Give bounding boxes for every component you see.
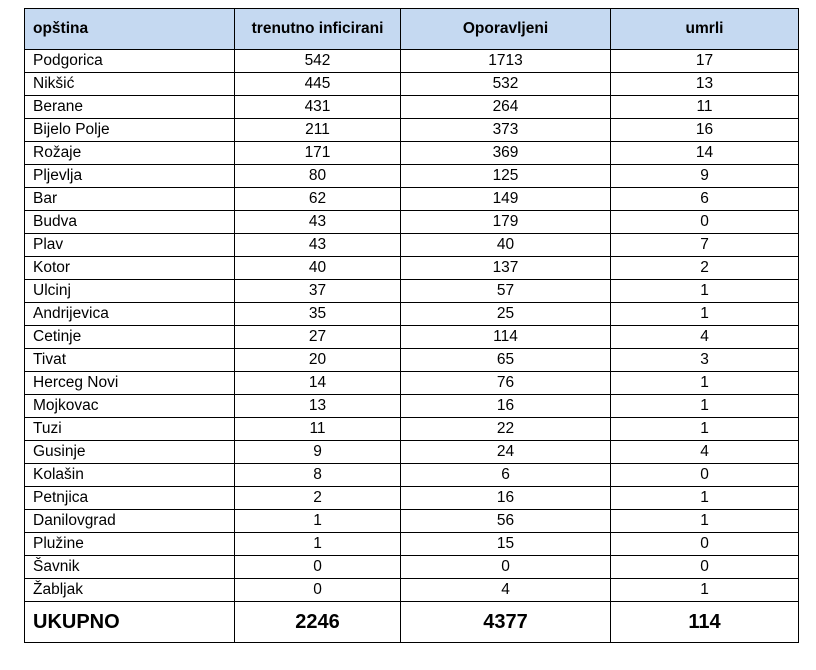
table-header (25, 9, 799, 50)
cell-opstina: Berane (25, 96, 235, 119)
table-row (25, 165, 799, 188)
cell-trenutno-inficirani: 8 (235, 464, 401, 487)
cell-trenutno-inficirani: 20 (235, 349, 401, 372)
table-row (25, 73, 799, 96)
cell-oporavljeni: 373 (401, 119, 611, 142)
cell-oporavljeni: 4 (401, 579, 611, 602)
cell-trenutno-inficirani: 37 (235, 280, 401, 303)
header-oporavljeni: Oporavljeni (401, 9, 611, 50)
table-row (25, 579, 799, 602)
cell-umrli: 1 (611, 395, 799, 418)
cell-umrli: 7 (611, 234, 799, 257)
cell-oporavljeni: 0 (401, 556, 611, 579)
cell-oporavljeni: 16 (401, 487, 611, 510)
total-row (25, 602, 799, 643)
cell-oporavljeni: 15 (401, 533, 611, 556)
cell-trenutno-inficirani: 171 (235, 142, 401, 165)
cell-umrli: 1 (611, 418, 799, 441)
cell-opstina: Bar (25, 188, 235, 211)
cell-opstina: Pljevlja (25, 165, 235, 188)
cell-opstina: Budva (25, 211, 235, 234)
cell-umrli: 0 (611, 464, 799, 487)
table-row (25, 96, 799, 119)
table-row (25, 372, 799, 395)
cell-oporavljeni: 56 (401, 510, 611, 533)
cell-trenutno-inficirani: 0 (235, 556, 401, 579)
cell-opstina: Žabljak (25, 579, 235, 602)
cell-opstina: Plužine (25, 533, 235, 556)
cell-umrli: 13 (611, 73, 799, 96)
cell-umrli: 9 (611, 165, 799, 188)
cell-trenutno-inficirani: 40 (235, 257, 401, 280)
cell-trenutno-inficirani: 1 (235, 533, 401, 556)
table-row (25, 441, 799, 464)
cell-trenutno-inficirani: 1 (235, 510, 401, 533)
cell-umrli: 6 (611, 188, 799, 211)
cell-umrli: 0 (611, 556, 799, 579)
table-row (25, 418, 799, 441)
cell-opstina: Tivat (25, 349, 235, 372)
cell-trenutno-inficirani: 43 (235, 234, 401, 257)
cell-oporavljeni: 532 (401, 73, 611, 96)
table-row (25, 50, 799, 73)
cell-trenutno-inficirani: 445 (235, 73, 401, 96)
cell-opstina: Kolašin (25, 464, 235, 487)
total-label: UKUPNO (25, 602, 235, 643)
cell-oporavljeni: 1713 (401, 50, 611, 73)
cell-umrli: 16 (611, 119, 799, 142)
cell-trenutno-inficirani: 2 (235, 487, 401, 510)
total-inficirani: 2246 (235, 602, 401, 643)
cell-oporavljeni: 6 (401, 464, 611, 487)
cell-opstina: Kotor (25, 257, 235, 280)
cell-opstina: Andrijevica (25, 303, 235, 326)
cell-opstina: Podgorica (25, 50, 235, 73)
table-row (25, 142, 799, 165)
header-umrli: umrli (611, 9, 799, 50)
cell-trenutno-inficirani: 62 (235, 188, 401, 211)
table-footer (25, 602, 799, 643)
table-row (25, 234, 799, 257)
cell-trenutno-inficirani: 80 (235, 165, 401, 188)
table-row (25, 464, 799, 487)
cell-oporavljeni: 114 (401, 326, 611, 349)
cell-oporavljeni: 149 (401, 188, 611, 211)
table-row (25, 119, 799, 142)
cell-umrli: 2 (611, 257, 799, 280)
cell-umrli: 0 (611, 533, 799, 556)
cell-trenutno-inficirani: 9 (235, 441, 401, 464)
cell-trenutno-inficirani: 43 (235, 211, 401, 234)
cell-opstina: Plav (25, 234, 235, 257)
header-row (25, 9, 799, 50)
cell-trenutno-inficirani: 13 (235, 395, 401, 418)
cell-oporavljeni: 65 (401, 349, 611, 372)
table-row (25, 395, 799, 418)
cell-trenutno-inficirani: 431 (235, 96, 401, 119)
cell-oporavljeni: 25 (401, 303, 611, 326)
cell-opstina: Gusinje (25, 441, 235, 464)
table-row (25, 487, 799, 510)
municipality-stats-table (24, 8, 799, 643)
cell-oporavljeni: 24 (401, 441, 611, 464)
cell-opstina: Šavnik (25, 556, 235, 579)
cell-oporavljeni: 125 (401, 165, 611, 188)
total-oporavljeni: 4377 (401, 602, 611, 643)
header-opstina: opština (25, 9, 235, 50)
cell-opstina: Tuzi (25, 418, 235, 441)
cell-umrli: 17 (611, 50, 799, 73)
cell-oporavljeni: 179 (401, 211, 611, 234)
cell-oporavljeni: 369 (401, 142, 611, 165)
cell-oporavljeni: 40 (401, 234, 611, 257)
cell-trenutno-inficirani: 542 (235, 50, 401, 73)
table-body (25, 50, 799, 602)
cell-umrli: 1 (611, 487, 799, 510)
table-row (25, 303, 799, 326)
cell-umrli: 0 (611, 211, 799, 234)
cell-oporavljeni: 264 (401, 96, 611, 119)
cell-oporavljeni: 57 (401, 280, 611, 303)
cell-opstina: Cetinje (25, 326, 235, 349)
cell-umrli: 14 (611, 142, 799, 165)
cell-opstina: Ulcinj (25, 280, 235, 303)
table-row (25, 326, 799, 349)
cell-umrli: 1 (611, 280, 799, 303)
cell-umrli: 4 (611, 441, 799, 464)
cell-oporavljeni: 137 (401, 257, 611, 280)
cell-umrli: 1 (611, 579, 799, 602)
cell-opstina: Herceg Novi (25, 372, 235, 395)
cell-opstina: Danilovgrad (25, 510, 235, 533)
cell-opstina: Rožaje (25, 142, 235, 165)
table-row (25, 211, 799, 234)
cell-opstina: Nikšić (25, 73, 235, 96)
table-row (25, 280, 799, 303)
total-umrli: 114 (611, 602, 799, 643)
cell-umrli: 11 (611, 96, 799, 119)
table-row (25, 556, 799, 579)
header-trenutno-inficirani: trenutno inficirani (235, 9, 401, 50)
cell-trenutno-inficirani: 14 (235, 372, 401, 395)
cell-oporavljeni: 16 (401, 395, 611, 418)
cell-opstina: Mojkovac (25, 395, 235, 418)
table-row (25, 257, 799, 280)
cell-trenutno-inficirani: 35 (235, 303, 401, 326)
cell-umrli: 1 (611, 303, 799, 326)
table-row (25, 533, 799, 556)
table-row (25, 349, 799, 372)
cell-opstina: Petnjica (25, 487, 235, 510)
cell-oporavljeni: 22 (401, 418, 611, 441)
cell-opstina: Bijelo Polje (25, 119, 235, 142)
cell-umrli: 1 (611, 510, 799, 533)
cell-trenutno-inficirani: 211 (235, 119, 401, 142)
table-row (25, 188, 799, 211)
cell-umrli: 1 (611, 372, 799, 395)
table-row (25, 510, 799, 533)
cell-trenutno-inficirani: 0 (235, 579, 401, 602)
cell-umrli: 3 (611, 349, 799, 372)
cell-trenutno-inficirani: 11 (235, 418, 401, 441)
cell-trenutno-inficirani: 27 (235, 326, 401, 349)
cell-umrli: 4 (611, 326, 799, 349)
cell-oporavljeni: 76 (401, 372, 611, 395)
